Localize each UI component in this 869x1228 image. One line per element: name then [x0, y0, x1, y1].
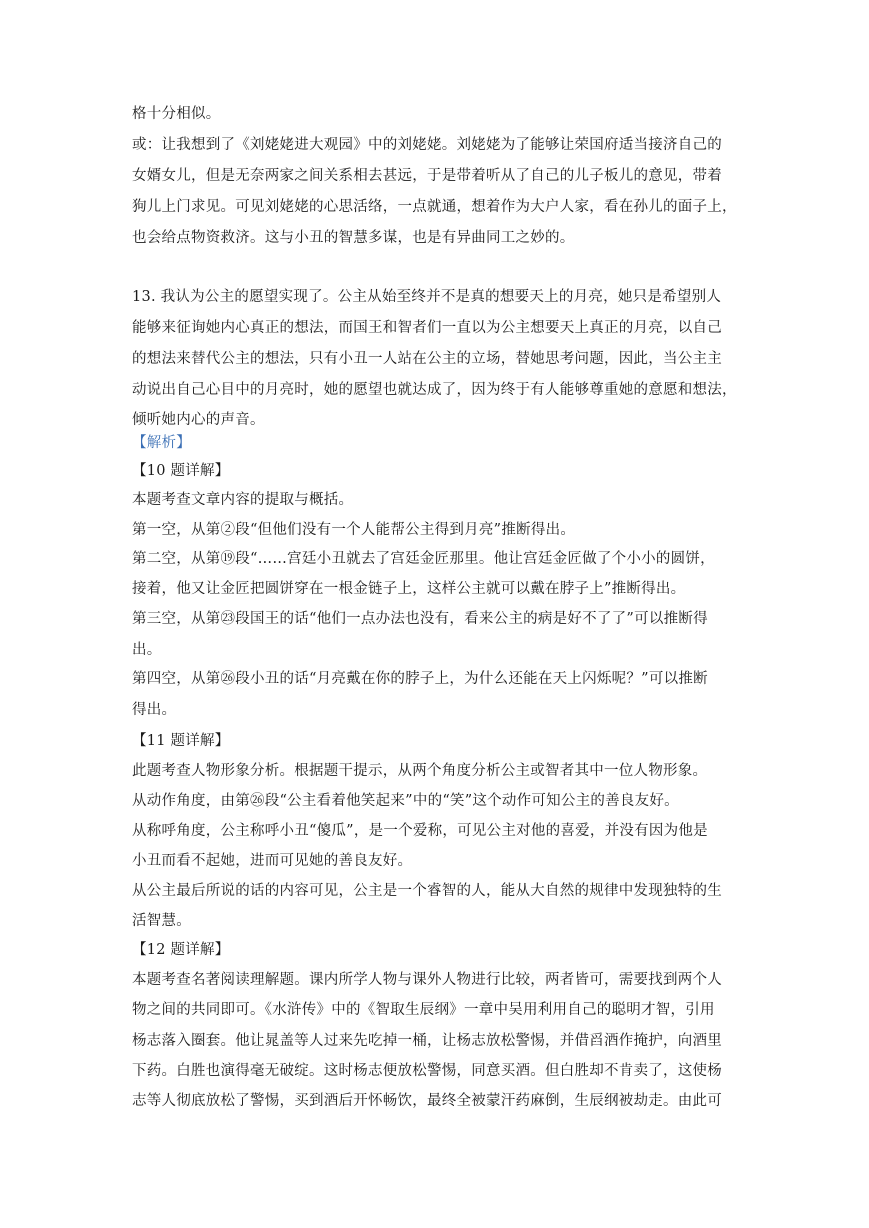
text-line: 从公主最后所说的话的内容可见，公主是一个睿智的人，能从大自然的规律中发现独特的生: [132, 883, 722, 899]
text-line: 得出。: [132, 702, 177, 718]
text-line: 第二空，从第⑲段“……宫廷小丑就去了宫廷金匠那里。他让宫廷金匠做了个小小的圆饼，: [132, 551, 715, 567]
text-line: 能够来征询她内心真正的想法，而国王和智者们一直以为公主想要天上真正的月亮，以自己: [132, 320, 722, 336]
text-line: 第一空，从第②段“但他们没有一个人能帮公主得到月亮”推断得出。: [132, 522, 576, 538]
text-line: 小丑而看不起她，进而可见她的善良友好。: [132, 853, 413, 869]
text-line: 本题考查文章内容的提取与概括。: [132, 492, 354, 508]
text-line: 13. 我认为公主的愿望实现了。公主从始至终并不是真的想要天上的月亮，她只是希望别人: [132, 289, 722, 305]
section-heading: 【10 题详解】: [132, 463, 230, 479]
analysis-heading: 【解析】: [132, 435, 191, 451]
section-heading: 【12 题详解】: [132, 942, 230, 958]
text-line: 活智慧。: [132, 913, 191, 929]
text-line: 第四空，从第㉖段小丑的话“月亮戴在你的脖子上，为什么还能在天上闪烁呢？”可以推断: [132, 671, 708, 687]
text-line: 动说出自己心目中的月亮时，她的愿望也就达成了，因为终于有人能够尊重她的意愿和想法，: [132, 382, 737, 398]
text-line: 的想法来替代公主的想法，只有小丑一人站在公主的立场，替她思考问题，因此，当公主主: [132, 351, 722, 367]
text-line: 物之间的共同即可。《水浒传》中的《智取生辰纲》一章中吴用利用自己的聪明才智，引用: [132, 1002, 715, 1018]
text-line: 格十分相似。: [132, 106, 221, 122]
text-line: 第三空，从第㉓段国王的话“他们一点办法也没有，看来公主的病是好不了了”可以推断得: [132, 611, 708, 627]
text-line: 此题考查人物形象分析。根据题干提示，从两个角度分析公主或智者其中一位人物形象。: [132, 763, 708, 779]
text-line: 志等人彻底放松了警惕，买到酒后开怀畅饮，最终全被蒙汗药麻倒，生辰纲被劫走。由此可: [132, 1093, 722, 1109]
text-line: 从动作角度，由第㉖段“公主看着他笑起来”中的“笑”这个动作可知公主的善良友好。: [132, 793, 679, 809]
text-line: 杨志落入圈套。他让晁盖等人过来先吃掉一桶，让杨志放松警惕，并借舀酒作掩护，向酒里: [132, 1033, 722, 1049]
text-line: 或：让我想到了《刘姥姥进大观园》中的刘姥姥。刘姥姥为了能够让荣国府适当接济自己的: [132, 137, 722, 153]
text-line: 从称呼角度，公主称呼小丑“傻瓜”，是一个爱称，可见公主对他的喜爱，并没有因为他是: [132, 823, 708, 839]
text-line: 倾听她内心的声音。: [132, 412, 265, 428]
text-line: 下药。白胜也演得毫无破绽。这时杨志便放松警惕，同意买酒。但白胜却不肯卖了，这使杨: [132, 1063, 722, 1079]
text-line: 狗儿上门求见。可见刘姥姥的心思活络，一点就通，想着作为大户人家，看在孙儿的面子上，: [132, 199, 737, 215]
section-heading: 【11 题详解】: [132, 733, 230, 749]
text-line: 接着，他又让金匠把圆饼穿在一根金链子上，这样公主就可以戴在脖子上”推断得出。: [132, 581, 686, 597]
text-line: 出。: [132, 642, 162, 658]
text-line: 本题考查名著阅读理解题。课内所学人物与课外人物进行比较，两者皆可，需要找到两个人: [132, 972, 722, 988]
text-line: 女婿女儿，但是无奈两家之间关系相去甚远，于是带着听从了自己的儿子板儿的意见，带着: [132, 168, 722, 184]
text-line: 也会给点物资救济。这与小丑的智慧多谋，也是有异曲同工之妙的。: [132, 230, 575, 246]
